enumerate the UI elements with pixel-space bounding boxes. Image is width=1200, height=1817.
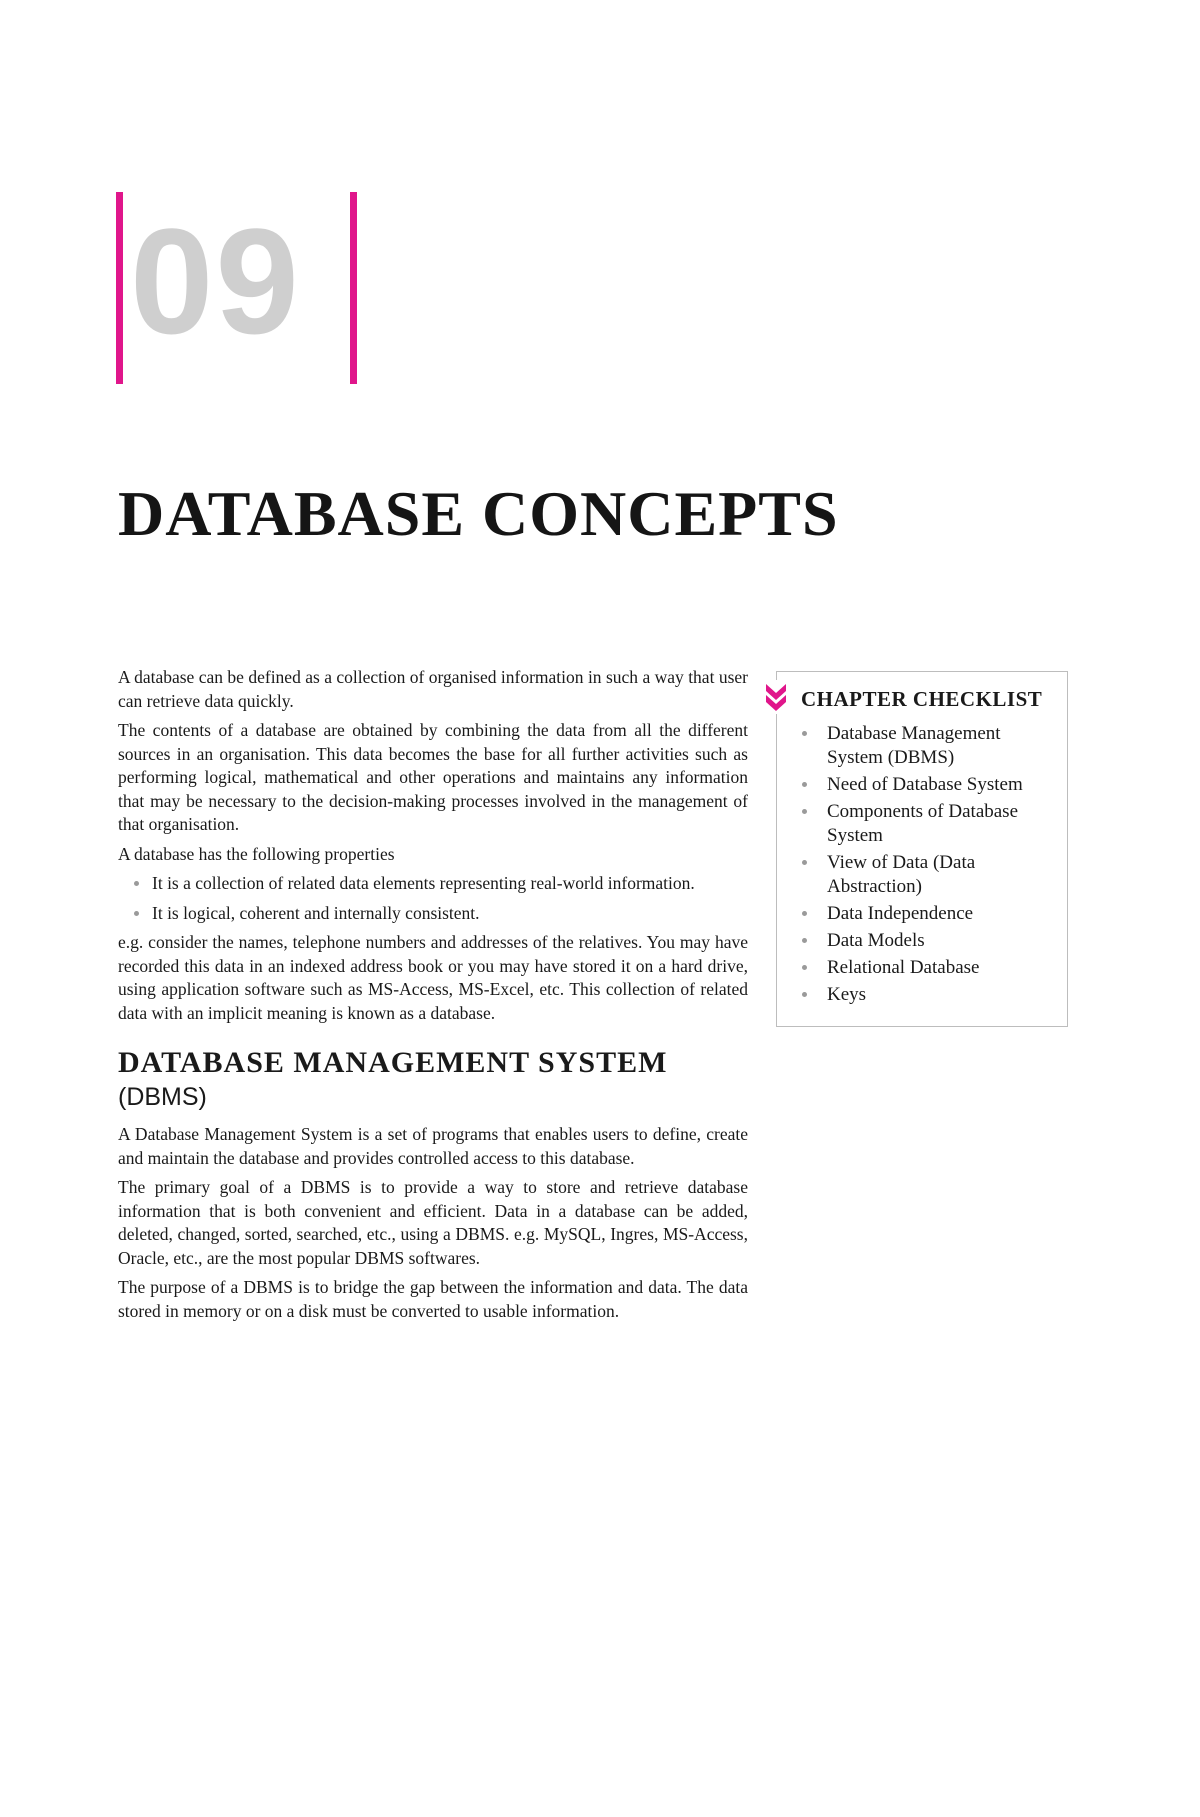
list-item: It is a collection of related data elements representing real-world information. <box>152 872 748 896</box>
main-text-column <box>118 666 748 1329</box>
chapter-number-left-bar <box>116 192 123 384</box>
checklist-list <box>801 722 1053 1007</box>
intro-paragraph-1: A database can be defined as a collection of organised information in such a way that user can retrieve data quickly. <box>118 667 748 711</box>
section-subheading: (DBMS) <box>118 1083 207 1111</box>
chapter-title: DATABASE CONCEPTS <box>118 478 839 549</box>
list-item: Data Models <box>827 929 1053 953</box>
double-chevron-down-icon <box>761 680 791 714</box>
intro-paragraph-3: A database has the following properties <box>118 843 395 864</box>
properties-list <box>118 872 748 925</box>
chapter-number: 09 <box>130 197 301 365</box>
list-item: Need of Database System <box>827 773 1053 797</box>
section-heading: DATABASE MANAGEMENT SYSTEM <box>118 1046 668 1079</box>
dbms-paragraph-2: The primary goal of a DBMS is to provide a way to store and retrieve database information that is both convenient and efficient. Data in a database can be added, deleted, changed, sorted, searched, etc., using a DBMS. e.g. MySQL, Ingres, MS-Access, Oracle, etc., are the most popular DBMS softwares. <box>118 1177 748 1268</box>
list-item: Keys <box>827 983 1053 1007</box>
list-item: Data Independence <box>827 902 1053 926</box>
list-item: View of Data (Data Abstraction) <box>827 851 1053 899</box>
dbms-paragraph-3: The purpose of a DBMS is to bridge the gap between the information and data. The data stored in memory or on a disk must be converted to usable information. <box>118 1277 748 1321</box>
list-item: Relational Database <box>827 956 1053 980</box>
list-item: It is logical, coherent and internally consistent. <box>152 902 748 926</box>
intro-paragraph-2: The contents of a database are obtained by combining the data from all the different sources in an organisation. This data becomes the base for all further activities such as performing logical, mathematical and other operations and maintains any information that may be necessary to the decision-making processes involved in the management of that organisation. <box>118 720 748 834</box>
chapter-checklist-box <box>776 671 1068 1027</box>
chapter-number-right-bar <box>350 192 357 384</box>
chapter-number-block <box>116 192 361 384</box>
intro-paragraph-4: e.g. consider the names, telephone numbers and addresses of the relatives. You may have recorded this data in an indexed address book or you may have stored it on a hard drive, using application software such as MS-Access, MS-Excel, etc. This collection of related data with an implicit meaning is known as a database. <box>118 932 748 1023</box>
list-item: Components of Database System <box>827 800 1053 848</box>
checklist-title: CHAPTER CHECKLIST <box>801 687 1043 711</box>
list-item: Database Management System (DBMS) <box>827 722 1053 770</box>
dbms-paragraph-1: A Database Management System is a set of programs that enables users to define, create and maintain the database and provides controlled access to this database. <box>118 1124 748 1168</box>
